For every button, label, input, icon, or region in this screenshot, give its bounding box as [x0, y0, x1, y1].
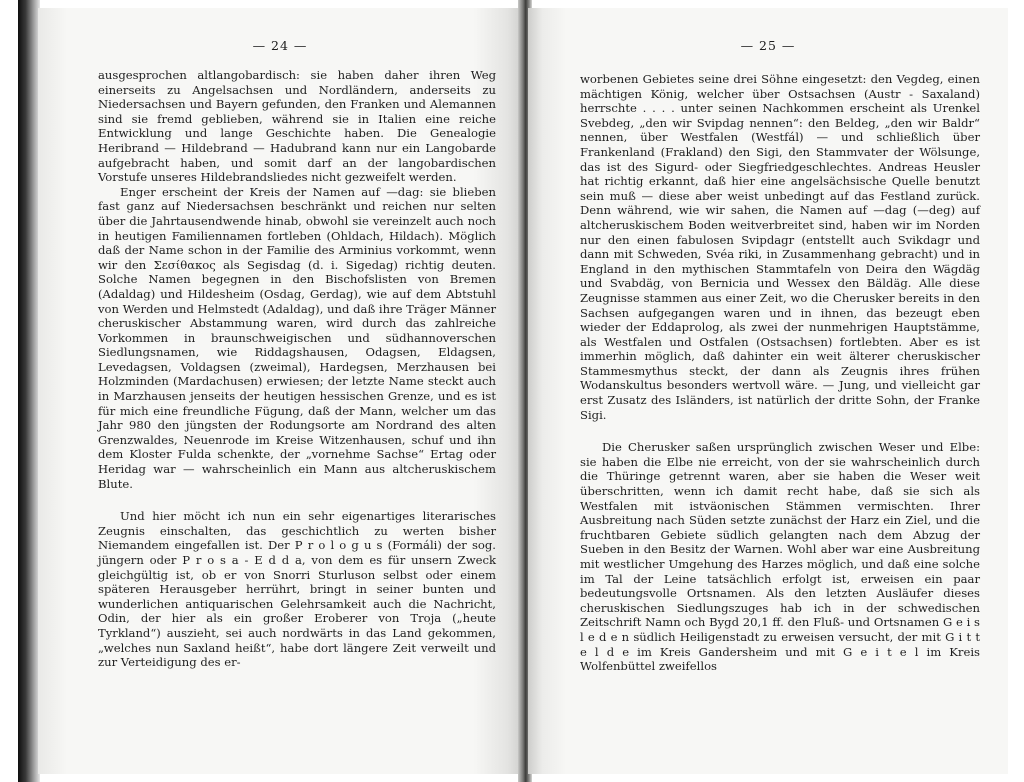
paragraph: Die Cherusker saßen ursprünglich zwischen Weser und Elbe: sie haben die Elbe nie erreicht, von der sie wahrscheinlich durch die Thüringe getrennt waren, aber sie haben die Weser weit überschritten, wenn ich damit recht habe, daß sie sich als Westfalen mit istväonischen Stämmen vermischten. Ihrer Ausbreitung nach Süden setzte zunächst der Harz ein Ziel, und die fruchtbaren Gebiete südlich gelangten nach dem Abzug der Sueben in den Besitz der Warnen. Wohl aber war eine Ausbreitung mit westlicher Umgehung des Harzes möglich, und daß eine solche im Tal der Leine tatsächlich erfolgt ist, erweisen ein paar bedeutungsvolle Ortsnamen. Als den letzten Ausläufer dieses cheruskischen Siedlungszuges hab ich in der schwedischen Zeitschrift Namn och Bygd 20,1 ff. den Fluß- und Ortsnamen G e i s l e d e n südlich Heiligenstadt zu erweisen versucht, der mit G i t t e l d e im Kreis Gandersheim und mit G e i t e l im Kreis Wolfenbüttel zweifellos: [580, 440, 980, 674]
paragraph: worbenen Gebietes seine drei Söhne eingesetzt: den Vegdeg, einen mächtigen König, welcher über Ostsachsen (Austr - Saxaland) herrschte . . . . unter seinen Nachkommen erscheint als Urenkel Svebdeg, „den wir Svipdag nennen“: den Beldeg, „den wir Baldr“ nennen, über Westfalen (Westfál) — und schließlich über Frankenland (Frakland) den Sigi, den Stammvater der Wölsunge, das ist des Sigurd- oder Siegfriedgeschlechtes. Andreas Heusler hat richtig erkannt, daß hier eine angelsächsische Quelle benutzt sein muß — diese aber weist unbedingt auf das Festland zurück. Denn während, wie wir sahen, die Namen auf —dag (—deg) auf altcheruskischem Boden weitverbreitet sind, haben wir im Norden nur den einen fabulosen Svipdagr (entstellt auch Svikdagr und dann mit Schweden, Svéa riki, in Zusammenhang gebracht) und in England in den mythischen Stammtafeln von Deira den Wägdäg und Svabdäg, von Bernicia und Wessex den Bäldäg. Alle diese Zeugnisse stammen aus einer Zeit, wo die Cherusker bereits in den Sachsen aufgegangen waren und in ihnen, das bezeugt eben wieder der Eddaprolog, als zwei der nunmehrigen Hauptstämme, als Westfalen und Ostfalen (Ostsachsen) fortlebten. Aber es ist immerhin möglich, daß dahinter ein weit älterer cheruskischer Stammesmythus steckt, der dann als Zeugnis ihres frühen Wodanskultus besonders wertvoll wäre. — Jung, und vielleicht gar erst Zusatz des Isländers, ist natürlich der dritte Sohn, der Franke Sigi.: [580, 72, 980, 422]
right-page-number: — 25 —: [740, 38, 796, 53]
paragraph: Und hier möcht ich nun ein sehr eigenartiges literarisches Zeugnis einschalten, das geschichtlich zu werten bisher Niemandem eingefallen ist. Der P r o l o g u s (Formáli) der sog. jüngern oder P r o s a - E d d a, von dem es für unsern Zweck gleichgültig ist, ob er von Snorri Sturluson selbst oder einem späteren Herausgeber herrührt, bringt in seiner bunten und wunderlichen antiquarischen Gelehrsamkeit auch die Nachricht, Odin, der hier als ein großer Eroberer von Troja („heute Tyrkland“) auszieht, sei auch nordwärts in das Land gekommen, „welches nun Saxland heißt“, habe dort längere Zeit verweilt und zur Verteidigung des er-: [98, 509, 496, 670]
left-page-number: — 24 —: [252, 38, 308, 53]
paragraph: ausgesprochen altlangobardisch: sie haben daher ihren Weg einerseits zu Angelsachsen und Nordländern, anderseits zu Niedersachsen und Bayern gefunden, den Franken und Alemannen sind sie fremd geblieben, während sie in Italien eine reiche Entwicklung und lange Geschichte haben. Die Genealogie Heribrand — Hildebrand — Hadubrand kann nur ein Langobarde aufgebracht haben, und somit darf an der langobardischen Vorstufe unseres Hildebrandsliedes nicht gezweifelt werden.: [98, 68, 496, 185]
right-page: [528, 8, 1008, 774]
left-page: [38, 8, 522, 774]
paragraph: Enger erscheint der Kreis der Namen auf —dag: sie blieben fast ganz auf Niedersachsen beschränkt und reichen nur selten über die Jahrtausendwende hinab, obwohl sie vereinzelt auch noch in heutigen Familiennamen fortleben (Ohldach, Hildach). Möglich daß der Name schon in der Familie des Arminius vorkommt, wenn wir den Σεσίθακος als Segisdag (d. i. Sigedag) richtig deuten. Solche Namen begegnen in den Bischofslisten von Bremen (Adaldag) und Hildesheim (Osdag, Gerdag), wie auf dem Abtstuhl von Werden und Helmstedt (Adaldag), und daß ihre Träger Männer cheruskischer Abstammung waren, wird durch das zahlreiche Vorkommen in braunschweigischen und südhannoverschen Siedlungsnamen, wie Riddagshausen, Odagsen, Eldagsen, Levedagsen, Voldagsen (zweimal), Hardegsen, Merzhausen bei Holzminden (Mardachusen) erwiesen; der letzte Name steckt auch in Marzhausen jenseits der heutigen hessischen Grenze, und es ist für mich eine freundliche Fügung, daß der Mann, welcher um das Jahr 980 den jüngsten der Rodungsorte am Nordrand des alten Grenzwaldes, Neuenrode im Kreise Witzenhausen, schuf und ihn dem Kloster Fulda schenkte, der „vornehme Sachse“ Ertag oder Heridag war — wahrscheinlich ein Mann aus altcheruskischem Blute.: [98, 184, 496, 491]
left-page-text: [98, 68, 496, 670]
book-binding-edge: [18, 0, 40, 782]
right-page-text: [580, 72, 980, 674]
